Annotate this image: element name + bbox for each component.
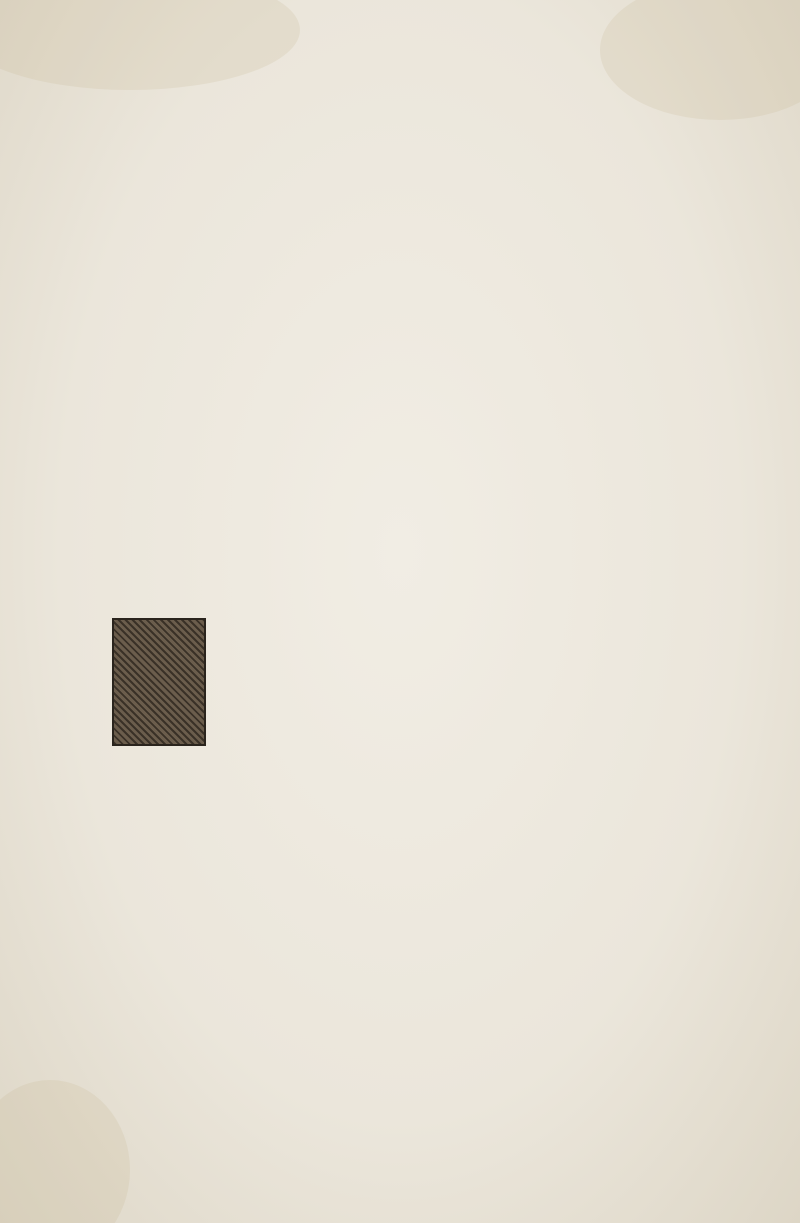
dropcap-initial [112, 618, 206, 746]
